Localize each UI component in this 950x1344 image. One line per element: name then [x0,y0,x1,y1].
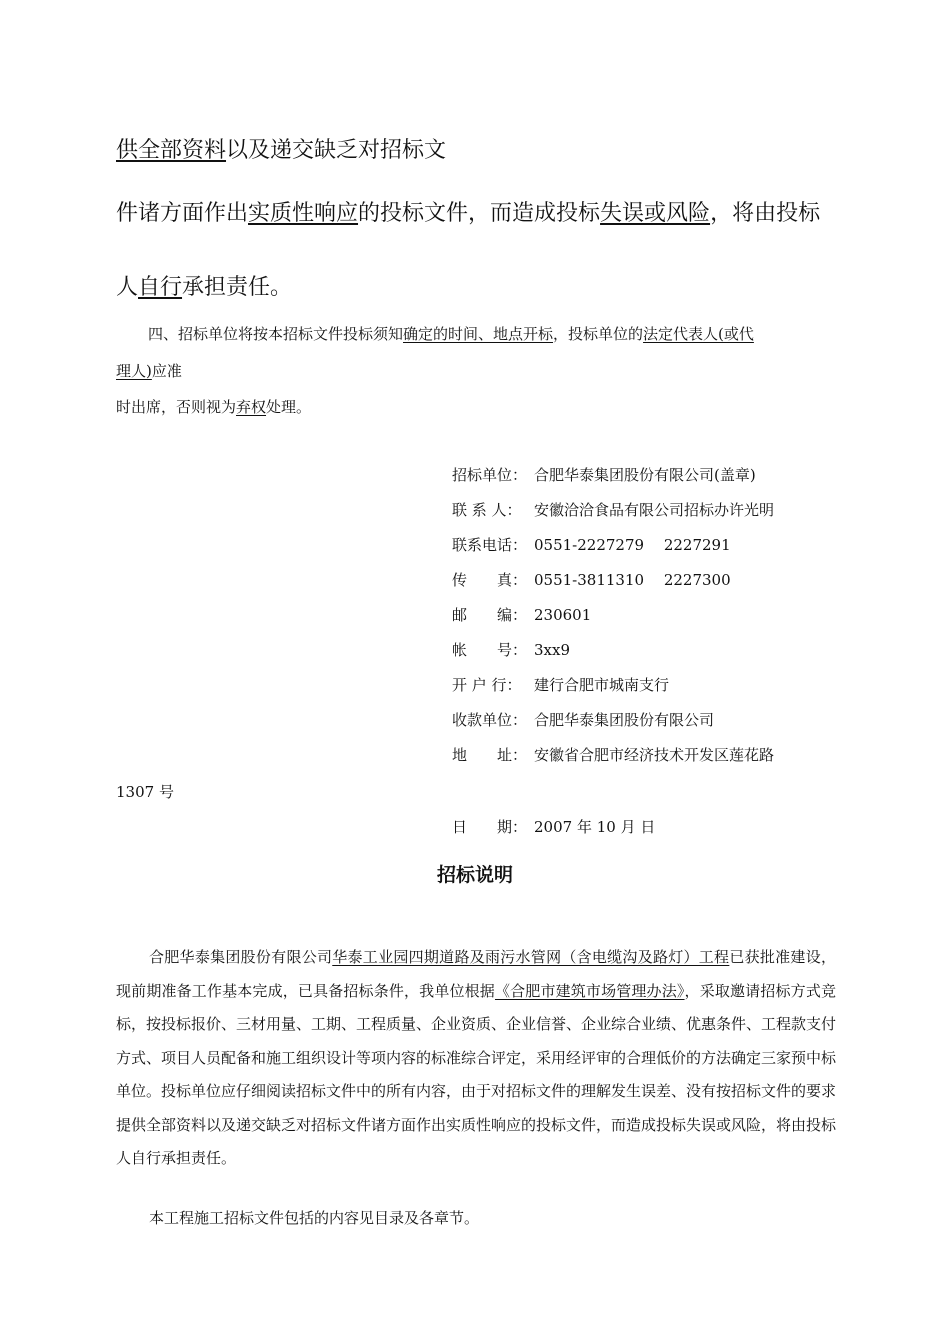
closing-paragraph: 本工程施工招标文件包括的内容见目录及各章节。 [149,1209,480,1227]
field-payee: 收款单位： 合肥华泰集团股份有限公司 [452,711,715,729]
clause-four-line-3: 时出席，否则视为弃权处理。 [116,398,312,416]
section-title: 招标说明 [436,864,513,886]
top-line-1: 供全部资料以及递交缺乏对招标文 [116,138,447,163]
field-account: 帐 号： 3xx9 [452,641,571,659]
top-line-2: 件诸方面作出实质性响应的投标文件，而造成投标失误或风险，将由投标 [116,201,821,226]
field-contact: 联 系 人： 安徽洽洽食品有限公司招标办许光明 [452,501,775,519]
field-bank: 开 户 行： 建行合肥市城南支行 [452,676,670,694]
field-date: 日 期： 2007 年 10 月 日 [452,818,656,836]
field-phone: 联系电话： 0551-2227279 2227291 [452,536,731,554]
body-paragraph: 合肥华泰集团股份有限公司华泰工业园四期道路及雨污水管网（含电缆沟及路灯）工程已获批准建设，现前期准备工作基本完成，已具备招标条件，我单位根据《合肥市建筑市场管理办法》，采取邀请招标方式竞标，按投标报价、三材用量、工期、工程质量、企业资质、企业信誉、企业综合业绩、优惠条件、工程款支付方式、项目人员配备和施工组织设计等项内容的标准综合评定，采用经评审的合理低价的方法确定三家预中标单位。投标单位应仔细阅读招标文件中的所有内容，由于对招标文件的理解发生误差、没有按招标文件的要求提供全部资料以及递交缺乏对招标文件诸方面作出实质性响应的投标文件，而造成投标失误或风险，将由投标人自行承担责任。 [116,948,837,1167]
clause-four-line-2: 理人)应准 [116,362,182,380]
top-line-3: 人自行承担责任。 [116,275,293,300]
clause-four-line-1: 四、招标单位将按本招标文件投标须知确定的时间、地点开标，投标单位的法定代表人(或代 [148,325,754,343]
field-address-continued: 1307 号 [116,783,174,801]
field-bidder: 招标单位： 合肥华泰集团股份有限公司(盖章) [452,466,756,484]
field-postcode: 邮 编： 230601 [452,606,592,624]
field-fax: 传 真： 0551-3811310 2227300 [452,571,731,589]
field-address: 地 址： 安徽省合肥市经济技术开发区莲花路 [452,746,775,764]
